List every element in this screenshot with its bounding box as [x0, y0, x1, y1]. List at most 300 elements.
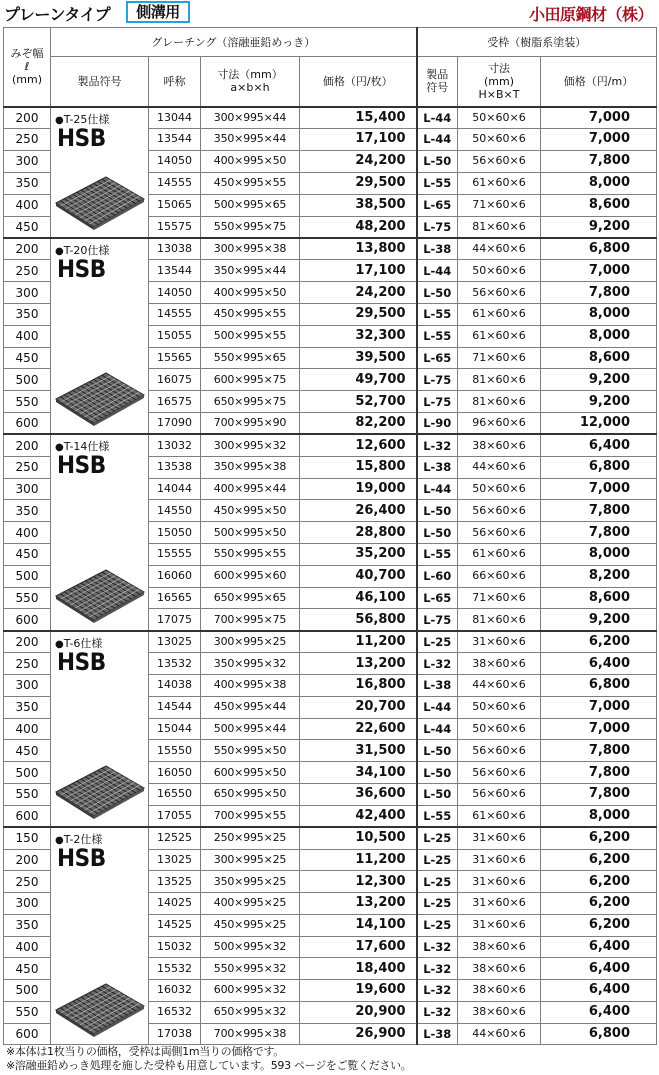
- cell-price-m: 6,400: [541, 936, 657, 958]
- cell-frame-code: L-50: [417, 150, 458, 172]
- brand-label: HSB: [57, 255, 106, 284]
- product-image-cell: [51, 238, 149, 434]
- cell-dimensions: 650×995×32: [201, 1001, 300, 1023]
- cell-frame-dimensions: 96×60×6: [458, 413, 541, 435]
- cell-dimensions: 650×995×50: [201, 784, 300, 806]
- cell-width: 400: [4, 194, 51, 216]
- cell-dimensions: 550×995×32: [201, 958, 300, 980]
- cell-price-m: 6,400: [541, 1001, 657, 1023]
- cell-width: 350: [4, 500, 51, 522]
- cell-price-sheet: 52,700: [300, 391, 417, 413]
- manufacturer-name: 小田原鋼材（株）: [528, 5, 653, 24]
- cell-price-m: 6,200: [541, 871, 657, 893]
- cell-frame-code: L-25: [417, 871, 458, 893]
- cell-name: 13544: [149, 128, 201, 150]
- cell-frame-dimensions: 56×60×6: [458, 282, 541, 304]
- cell-frame-code: L-38: [417, 456, 458, 478]
- product-image-cell: [51, 107, 149, 239]
- cell-price-sheet: 34,100: [300, 762, 417, 784]
- cell-width: 450: [4, 544, 51, 566]
- cell-price-sheet: 12,600: [300, 434, 417, 456]
- cell-name: 14050: [149, 150, 201, 172]
- cell-frame-dimensions: 38×60×6: [458, 936, 541, 958]
- cell-frame-dimensions: 56×60×6: [458, 740, 541, 762]
- cell-frame-dimensions: 81×60×6: [458, 216, 541, 238]
- cell-frame-code: L-55: [417, 544, 458, 566]
- cell-frame-dimensions: 61×60×6: [458, 304, 541, 326]
- cell-width: 550: [4, 391, 51, 413]
- cell-price-sheet: 13,800: [300, 238, 417, 260]
- cell-dimensions: 400×995×25: [201, 893, 300, 915]
- cell-price-m: 6,800: [541, 238, 657, 260]
- cell-frame-code: L-44: [417, 478, 458, 500]
- cell-frame-code: L-25: [417, 827, 458, 849]
- cell-frame-dimensions: 50×60×6: [458, 718, 541, 740]
- cell-frame-code: L-75: [417, 391, 458, 413]
- cell-price-m: 7,000: [541, 478, 657, 500]
- cell-price-sheet: 12,300: [300, 871, 417, 893]
- col-product-code: 製品符号: [51, 57, 149, 107]
- cell-price-m: 7,800: [541, 784, 657, 806]
- cell-name: 15575: [149, 216, 201, 238]
- cell-frame-dimensions: 61×60×6: [458, 172, 541, 194]
- cell-price-m: 8,000: [541, 544, 657, 566]
- cell-frame-code: L-44: [417, 718, 458, 740]
- cell-price-sheet: 19,000: [300, 478, 417, 500]
- cell-width: 400: [4, 936, 51, 958]
- cell-price-sheet: 36,600: [300, 784, 417, 806]
- cell-width: 350: [4, 304, 51, 326]
- bullet-icon: ●: [55, 114, 64, 126]
- cell-price-m: 7,000: [541, 107, 657, 129]
- cell-name: 14038: [149, 675, 201, 697]
- cell-frame-dimensions: 38×60×6: [458, 958, 541, 980]
- cell-dimensions: 550×995×55: [201, 544, 300, 566]
- cell-width: 450: [4, 958, 51, 980]
- cell-frame-dimensions: 61×60×6: [458, 544, 541, 566]
- col-width: みぞ幅 ℓ (mm): [4, 28, 51, 107]
- cell-price-sheet: 29,500: [300, 172, 417, 194]
- cell-name: 16050: [149, 762, 201, 784]
- cell-name: 13532: [149, 653, 201, 675]
- cell-price-sheet: 17,100: [300, 260, 417, 282]
- cell-price-sheet: 32,300: [300, 325, 417, 347]
- cell-price-sheet: 17,600: [300, 936, 417, 958]
- cell-frame-code: L-55: [417, 304, 458, 326]
- spec-text: T-14仕様: [63, 440, 110, 454]
- cell-frame-code: L-25: [417, 631, 458, 653]
- cell-frame-dimensions: 31×60×6: [458, 849, 541, 871]
- cell-dimensions: 500×995×50: [201, 522, 300, 544]
- cell-name: 13038: [149, 238, 201, 260]
- cell-name: 14050: [149, 282, 201, 304]
- cell-price-sheet: 26,400: [300, 500, 417, 522]
- table-row: [4, 434, 657, 456]
- cell-width: 250: [4, 128, 51, 150]
- cell-price-m: 6,200: [541, 893, 657, 915]
- cell-name: 15044: [149, 718, 201, 740]
- cell-price-m: 6,200: [541, 914, 657, 936]
- cell-frame-code: L-25: [417, 893, 458, 915]
- cell-dimensions: 350×995×38: [201, 456, 300, 478]
- cell-name: 14555: [149, 304, 201, 326]
- cell-frame-code: L-44: [417, 260, 458, 282]
- cell-frame-dimensions: 56×60×6: [458, 500, 541, 522]
- cell-price-sheet: 19,600: [300, 980, 417, 1002]
- cell-price-sheet: 24,200: [300, 282, 417, 304]
- bullet-icon: ●: [55, 442, 64, 454]
- cell-frame-dimensions: 31×60×6: [458, 827, 541, 849]
- cell-price-sheet: 14,100: [300, 914, 417, 936]
- cell-frame-code: L-65: [417, 347, 458, 369]
- cell-price-m: 6,400: [541, 653, 657, 675]
- grating-image-icon: [54, 369, 146, 427]
- cell-dimensions: 400×995×50: [201, 282, 300, 304]
- cell-frame-dimensions: 38×60×6: [458, 1001, 541, 1023]
- cell-width: 250: [4, 653, 51, 675]
- cell-price-sheet: 11,200: [300, 849, 417, 871]
- table-row: [4, 107, 657, 129]
- cell-width: 300: [4, 893, 51, 915]
- cell-width: 350: [4, 172, 51, 194]
- cell-price-m: 8,600: [541, 194, 657, 216]
- cell-frame-code: L-55: [417, 172, 458, 194]
- cell-dimensions: 300×995×38: [201, 238, 300, 260]
- cell-width: 250: [4, 871, 51, 893]
- cell-price-m: 8,600: [541, 587, 657, 609]
- cell-frame-dimensions: 44×60×6: [458, 1023, 541, 1045]
- spec-text: T-20仕様: [63, 244, 110, 258]
- cell-price-m: 8,000: [541, 304, 657, 326]
- col-price-sheet: 価格（円/枚）: [300, 57, 417, 107]
- cell-name: 15032: [149, 936, 201, 958]
- cell-price-m: 7,800: [541, 522, 657, 544]
- cell-name: 13538: [149, 456, 201, 478]
- cell-width: 250: [4, 260, 51, 282]
- cell-frame-dimensions: 61×60×6: [458, 805, 541, 827]
- cell-dimensions: 650×995×75: [201, 391, 300, 413]
- cell-frame-code: L-32: [417, 434, 458, 456]
- cell-price-m: 7,000: [541, 260, 657, 282]
- cell-name: 13044: [149, 107, 201, 129]
- cell-frame-dimensions: 71×60×6: [458, 194, 541, 216]
- cell-frame-dimensions: 50×60×6: [458, 107, 541, 129]
- cell-frame-dimensions: 31×60×6: [458, 914, 541, 936]
- cell-price-m: 7,800: [541, 150, 657, 172]
- product-image-cell: [51, 434, 149, 630]
- cell-name: 14550: [149, 500, 201, 522]
- cell-price-m: 9,200: [541, 391, 657, 413]
- cell-frame-code: L-55: [417, 805, 458, 827]
- cell-frame-code: L-75: [417, 216, 458, 238]
- cell-frame-dimensions: 66×60×6: [458, 565, 541, 587]
- cell-width: 300: [4, 675, 51, 697]
- cell-width: 350: [4, 696, 51, 718]
- cell-dimensions: 450×995×44: [201, 696, 300, 718]
- cell-price-sheet: 82,200: [300, 413, 417, 435]
- cell-width: 150: [4, 827, 51, 849]
- cell-price-m: 6,800: [541, 1023, 657, 1045]
- cell-frame-dimensions: 44×60×6: [458, 238, 541, 260]
- col-frame-code: 製品 符号: [417, 57, 458, 107]
- cell-name: 16060: [149, 565, 201, 587]
- cell-frame-code: L-50: [417, 740, 458, 762]
- spec-text: T-6仕様: [63, 636, 103, 650]
- cell-frame-dimensions: 56×60×6: [458, 522, 541, 544]
- product-image-cell: [51, 827, 149, 1045]
- cell-frame-dimensions: 31×60×6: [458, 871, 541, 893]
- cell-frame-code: L-32: [417, 1001, 458, 1023]
- cell-frame-code: L-75: [417, 369, 458, 391]
- cell-price-sheet: 24,200: [300, 150, 417, 172]
- cell-price-m: 7,000: [541, 128, 657, 150]
- cell-dimensions: 500×995×55: [201, 325, 300, 347]
- cell-dimensions: 250×995×25: [201, 827, 300, 849]
- cell-frame-code: L-50: [417, 762, 458, 784]
- cell-price-m: 7,800: [541, 500, 657, 522]
- cell-price-sheet: 56,800: [300, 609, 417, 631]
- cell-dimensions: 350×995×32: [201, 653, 300, 675]
- bullet-icon: ●: [55, 638, 64, 650]
- category-badge: 側溝用: [126, 1, 190, 23]
- cell-frame-dimensions: 56×60×6: [458, 784, 541, 806]
- cell-dimensions: 550×995×75: [201, 216, 300, 238]
- cell-width: 500: [4, 369, 51, 391]
- brand-label: HSB: [57, 647, 106, 676]
- cell-price-sheet: 35,200: [300, 544, 417, 566]
- cell-width: 500: [4, 980, 51, 1002]
- cell-frame-dimensions: 81×60×6: [458, 369, 541, 391]
- cell-name: 13525: [149, 871, 201, 893]
- cell-dimensions: 400×995×50: [201, 150, 300, 172]
- cell-name: 17055: [149, 805, 201, 827]
- cell-dimensions: 400×995×44: [201, 478, 300, 500]
- cell-dimensions: 700×995×55: [201, 805, 300, 827]
- cell-name: 15055: [149, 325, 201, 347]
- col-dimensions: 寸法（mm） a×b×h: [201, 57, 300, 107]
- cell-width: 450: [4, 740, 51, 762]
- cell-price-sheet: 48,200: [300, 216, 417, 238]
- cell-name: 14555: [149, 172, 201, 194]
- cell-frame-code: L-25: [417, 849, 458, 871]
- cell-frame-dimensions: 50×60×6: [458, 260, 541, 282]
- cell-name: 14025: [149, 893, 201, 915]
- cell-dimensions: 700×995×75: [201, 609, 300, 631]
- cell-width: 200: [4, 238, 51, 260]
- cell-name: 13544: [149, 260, 201, 282]
- cell-name: 16550: [149, 784, 201, 806]
- col-name: 呼称: [149, 57, 201, 107]
- cell-frame-code: L-50: [417, 784, 458, 806]
- cell-price-sheet: 13,200: [300, 893, 417, 915]
- cell-width: 350: [4, 914, 51, 936]
- cell-dimensions: 650×995×65: [201, 587, 300, 609]
- cell-price-sheet: 42,400: [300, 805, 417, 827]
- cell-width: 300: [4, 150, 51, 172]
- cell-frame-dimensions: 56×60×6: [458, 762, 541, 784]
- footnote: ※溶融亜鉛めっき処理を施した受枠も用意しています。593 ページをご覧ください。: [6, 1059, 412, 1072]
- cell-price-m: 6,200: [541, 827, 657, 849]
- cell-frame-code: L-75: [417, 609, 458, 631]
- cell-price-m: 6,400: [541, 980, 657, 1002]
- cell-name: 16032: [149, 980, 201, 1002]
- bullet-icon: ●: [55, 246, 64, 258]
- spec-text: T-2仕様: [63, 833, 103, 847]
- cell-price-sheet: 20,900: [300, 1001, 417, 1023]
- cell-frame-code: L-38: [417, 1023, 458, 1045]
- cell-dimensions: 500×995×65: [201, 194, 300, 216]
- cell-frame-code: L-50: [417, 282, 458, 304]
- cell-price-sheet: 18,400: [300, 958, 417, 980]
- cell-price-sheet: 10,500: [300, 827, 417, 849]
- cell-width: 500: [4, 762, 51, 784]
- cell-name: 14544: [149, 696, 201, 718]
- cell-dimensions: 600×995×32: [201, 980, 300, 1002]
- cell-price-sheet: 22,600: [300, 718, 417, 740]
- cell-dimensions: 350×995×44: [201, 260, 300, 282]
- cell-width: 600: [4, 805, 51, 827]
- col-price-m: 価格（円/m）: [541, 57, 657, 107]
- cell-name: 16565: [149, 587, 201, 609]
- footnotes: [6, 1045, 412, 1073]
- cell-frame-dimensions: 31×60×6: [458, 631, 541, 653]
- table-row: [4, 631, 657, 653]
- cell-price-m: 7,000: [541, 718, 657, 740]
- cell-frame-code: L-25: [417, 914, 458, 936]
- cell-price-sheet: 40,700: [300, 565, 417, 587]
- cell-dimensions: 300×995×44: [201, 107, 300, 129]
- cell-price-m: 6,400: [541, 434, 657, 456]
- cell-name: 14525: [149, 914, 201, 936]
- cell-width: 200: [4, 434, 51, 456]
- cell-price-m: 8,600: [541, 347, 657, 369]
- table-row: [4, 827, 657, 849]
- cell-frame-code: L-32: [417, 936, 458, 958]
- cell-dimensions: 500×995×32: [201, 936, 300, 958]
- grating-image-icon: [54, 762, 146, 820]
- cell-frame-code: L-44: [417, 107, 458, 129]
- cell-price-sheet: 11,200: [300, 631, 417, 653]
- cell-name: 17090: [149, 413, 201, 435]
- cell-dimensions: 550×995×65: [201, 347, 300, 369]
- product-image-cell: [51, 631, 149, 827]
- cell-frame-code: L-44: [417, 696, 458, 718]
- cell-frame-dimensions: 81×60×6: [458, 391, 541, 413]
- cell-price-sheet: 49,700: [300, 369, 417, 391]
- table-body: [4, 107, 657, 1045]
- cell-width: 400: [4, 718, 51, 740]
- cell-dimensions: 300×995×25: [201, 631, 300, 653]
- page-header: [0, 0, 659, 26]
- cell-name: 13032: [149, 434, 201, 456]
- cell-frame-dimensions: 71×60×6: [458, 347, 541, 369]
- cell-frame-dimensions: 50×60×6: [458, 128, 541, 150]
- cell-name: 13025: [149, 631, 201, 653]
- bullet-icon: ●: [55, 835, 64, 847]
- cell-frame-dimensions: 50×60×6: [458, 478, 541, 500]
- cell-dimensions: 600×995×75: [201, 369, 300, 391]
- grating-image-icon: [54, 173, 146, 231]
- cell-price-m: 6,200: [541, 849, 657, 871]
- cell-price-sheet: 38,500: [300, 194, 417, 216]
- cell-price-sheet: 16,800: [300, 675, 417, 697]
- cell-width: 550: [4, 587, 51, 609]
- cell-price-m: 9,200: [541, 369, 657, 391]
- cell-name: 15065: [149, 194, 201, 216]
- cell-frame-code: L-32: [417, 653, 458, 675]
- cell-dimensions: 600×995×50: [201, 762, 300, 784]
- cell-width: 450: [4, 347, 51, 369]
- cell-dimensions: 400×995×38: [201, 675, 300, 697]
- cell-price-m: 6,800: [541, 456, 657, 478]
- cell-dimensions: 350×995×44: [201, 128, 300, 150]
- col-frame-dimensions: 寸法 (mm) H×B×T: [458, 57, 541, 107]
- cell-price-sheet: 39,500: [300, 347, 417, 369]
- col-group-grating: グレーチング（溶融亜鉛めっき）: [51, 28, 417, 57]
- cell-frame-dimensions: 44×60×6: [458, 675, 541, 697]
- cell-width: 550: [4, 1001, 51, 1023]
- grating-image-icon: [54, 566, 146, 624]
- cell-width: 400: [4, 522, 51, 544]
- cell-frame-dimensions: 31×60×6: [458, 893, 541, 915]
- cell-dimensions: 450×995×50: [201, 500, 300, 522]
- cell-name: 15550: [149, 740, 201, 762]
- cell-price-m: 7,000: [541, 696, 657, 718]
- cell-width: 400: [4, 325, 51, 347]
- cell-price-sheet: 20,700: [300, 696, 417, 718]
- cell-frame-code: L-65: [417, 194, 458, 216]
- spec-text: T-25仕様: [63, 112, 110, 126]
- footnote: ※本体は1枚当りの価格，受枠は両側1m当りの価格です。: [6, 1045, 284, 1058]
- cell-width: 450: [4, 216, 51, 238]
- cell-price-sheet: 26,900: [300, 1023, 417, 1045]
- brand-label: HSB: [57, 123, 106, 152]
- cell-price-sheet: 15,400: [300, 107, 417, 129]
- cell-frame-code: L-60: [417, 565, 458, 587]
- cell-frame-dimensions: 38×60×6: [458, 653, 541, 675]
- cell-dimensions: 450×995×55: [201, 172, 300, 194]
- cell-price-m: 8,000: [541, 325, 657, 347]
- cell-width: 600: [4, 609, 51, 631]
- cell-price-m: 7,800: [541, 762, 657, 784]
- cell-price-sheet: 13,200: [300, 653, 417, 675]
- cell-dimensions: 500×995×44: [201, 718, 300, 740]
- cell-frame-dimensions: 50×60×6: [458, 696, 541, 718]
- cell-width: 200: [4, 107, 51, 129]
- cell-frame-code: L-32: [417, 980, 458, 1002]
- cell-price-m: 8,200: [541, 565, 657, 587]
- cell-price-m: 7,800: [541, 740, 657, 762]
- brand-label: HSB: [57, 451, 106, 480]
- cell-width: 550: [4, 784, 51, 806]
- cell-dimensions: 300×995×32: [201, 434, 300, 456]
- cell-name: 15050: [149, 522, 201, 544]
- cell-width: 300: [4, 478, 51, 500]
- cell-frame-code: L-38: [417, 238, 458, 260]
- cell-name: 13025: [149, 849, 201, 871]
- cell-name: 14044: [149, 478, 201, 500]
- cell-name: 15565: [149, 347, 201, 369]
- cell-price-sheet: 31,500: [300, 740, 417, 762]
- cell-dimensions: 700×995×90: [201, 413, 300, 435]
- cell-name: 16575: [149, 391, 201, 413]
- cell-frame-code: L-50: [417, 500, 458, 522]
- cell-price-sheet: 46,100: [300, 587, 417, 609]
- col-group-frame: 受枠（樹脂系塗装）: [417, 28, 657, 57]
- cell-price-sheet: 15,800: [300, 456, 417, 478]
- cell-name: 15555: [149, 544, 201, 566]
- brand-label: HSB: [57, 844, 106, 873]
